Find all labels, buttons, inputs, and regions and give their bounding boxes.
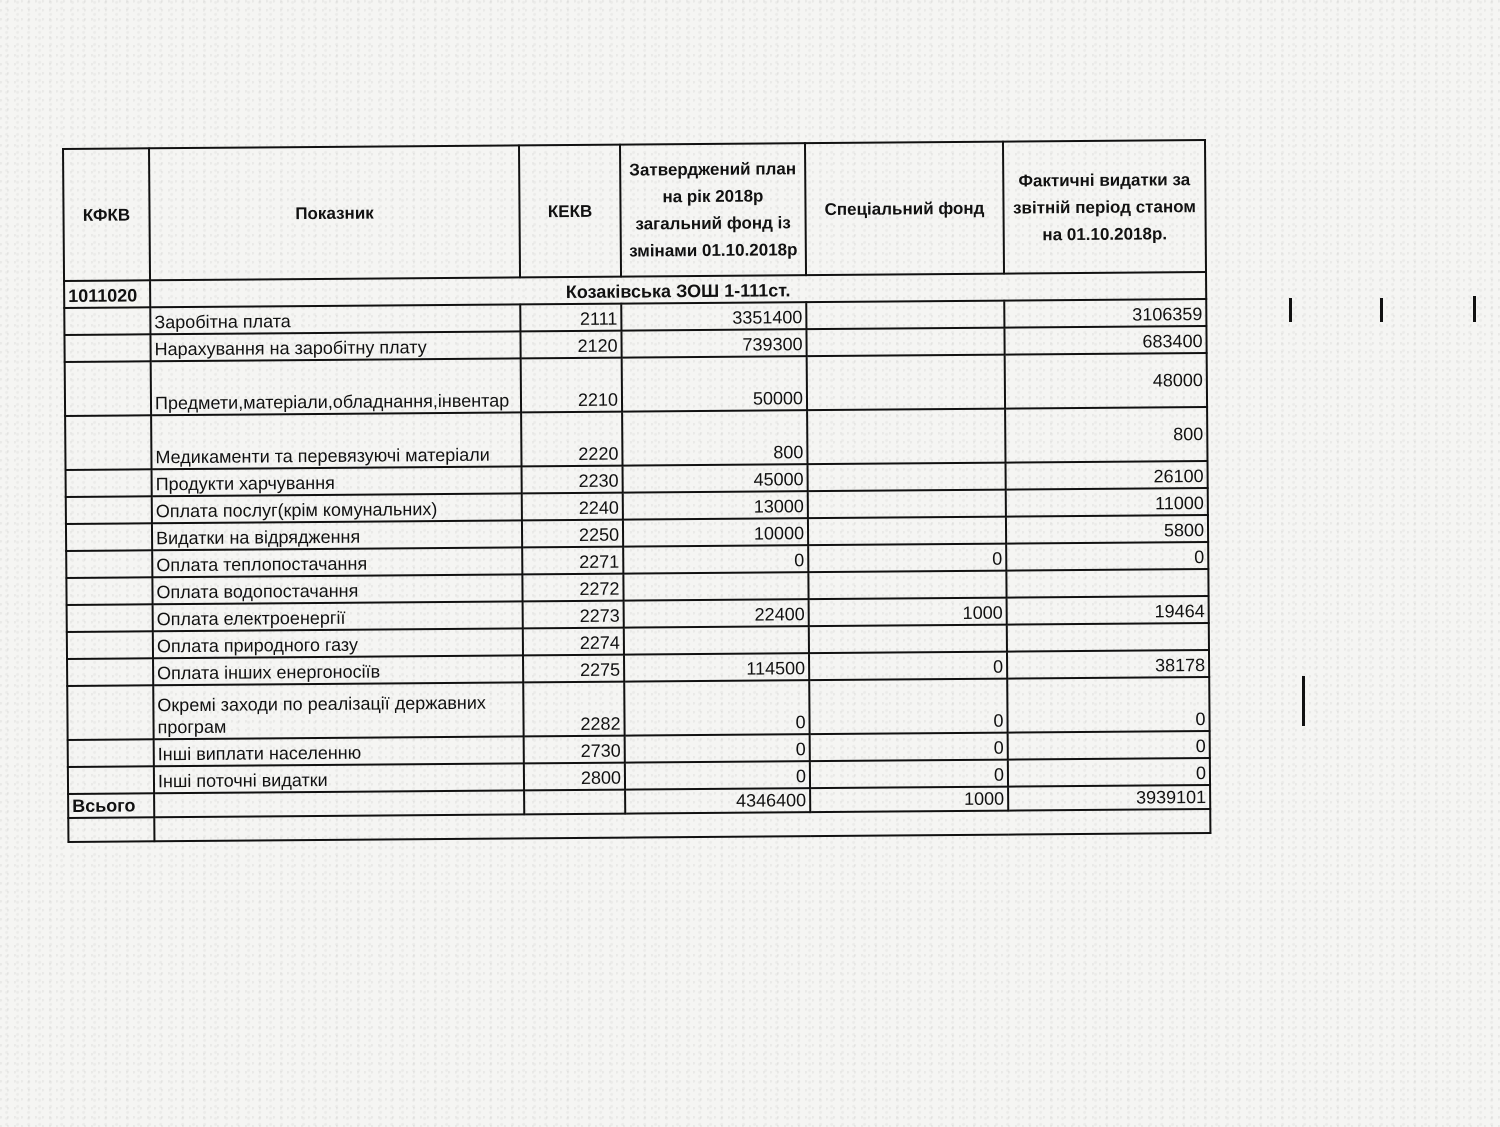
header-actual-expenses: Фактичні видатки за звітній період станом на 01.10.2018р.: [1003, 140, 1206, 274]
special-value: 1000: [809, 598, 1007, 627]
indicator-name: Оплата природного газу: [153, 628, 523, 658]
kekv-code: 2275: [523, 655, 624, 683]
actual-value: 11000: [1006, 488, 1208, 517]
indicator-name: Предмети,матеріали,обладнання,інвентар: [151, 358, 521, 415]
special-value: [807, 409, 1005, 465]
indicator-name: Видатки на відрядження: [152, 520, 522, 550]
budget-table-wrapper: [62, 139, 1211, 843]
special-value: [806, 328, 1004, 357]
kekv-code: 2230: [522, 466, 623, 494]
indicator-name: Інші виплати населенню: [154, 736, 524, 766]
plan-value: 800: [622, 410, 807, 465]
scan-mark: [1473, 296, 1476, 322]
kfkv-cell: [66, 577, 152, 605]
kfkv-cell: [66, 523, 152, 551]
kfkv-cell: [67, 631, 153, 659]
actual-value: [1007, 623, 1209, 652]
kekv-code: 2282: [523, 682, 624, 737]
indicator-name: Оплата послуг(крім комунальних): [152, 493, 522, 523]
actual-value: 26100: [1005, 461, 1207, 490]
plan-value: 13000: [623, 491, 808, 519]
kfkv-cell: [68, 766, 154, 794]
blank-cell: [68, 817, 154, 842]
scan-mark: [1380, 298, 1383, 322]
kekv-code: 2274: [523, 628, 624, 656]
institution-code: 1011020: [64, 280, 150, 308]
actual-value: 800: [1005, 407, 1207, 463]
indicator-name: Оплата електроенергії: [153, 601, 523, 631]
total-special: 1000: [810, 787, 1008, 813]
special-value: 0: [808, 544, 1006, 573]
actual-value: 3106359: [1004, 299, 1206, 328]
kekv-code: 2272: [522, 574, 623, 602]
plan-value: 0: [624, 680, 809, 735]
total-plan: 4346400: [625, 788, 810, 813]
plan-value: 739300: [621, 329, 806, 357]
kfkv-cell: [65, 415, 151, 470]
scan-mark: [1289, 298, 1292, 322]
plan-value: 45000: [623, 464, 808, 492]
kfkv-cell: [68, 739, 154, 767]
special-value: [807, 355, 1005, 411]
kekv-code: 2271: [522, 547, 623, 575]
special-value: [808, 490, 1006, 519]
kekv-code: 2210: [521, 358, 622, 413]
indicator-name: Оплата теплопостачання: [152, 547, 522, 577]
total-actual: 3939101: [1008, 785, 1210, 811]
kfkv-cell: [64, 307, 150, 335]
actual-value: 683400: [1004, 326, 1206, 355]
header-row: [63, 140, 1206, 281]
special-value: [808, 571, 1006, 600]
plan-value: 0: [625, 734, 810, 762]
plan-value: 114500: [624, 653, 809, 681]
special-value: 0: [810, 733, 1008, 762]
special-value: [809, 625, 1007, 654]
indicator-name: Медикаменти та перевязуючі матеріали: [151, 412, 521, 469]
kekv-code: 2800: [524, 763, 625, 791]
total-indicator-cell: [154, 790, 524, 817]
special-value: 0: [809, 652, 1007, 681]
kekv-code: 2273: [523, 601, 624, 629]
plan-value: [624, 626, 809, 654]
actual-value: 0: [1008, 731, 1210, 760]
kfkv-cell: [66, 496, 152, 524]
header-special-fund: Спеціальний фонд: [805, 142, 1004, 276]
header-kekv: КЕКВ: [519, 145, 621, 278]
institution-name: Козаківська ЗОШ 1-111ст.: [150, 272, 1206, 307]
kekv-code: 2120: [520, 331, 621, 359]
special-value: 0: [810, 760, 1008, 789]
kfkv-cell: [64, 334, 150, 362]
actual-value: [1006, 569, 1208, 598]
actual-value: 48000: [1005, 353, 1207, 409]
kfkv-cell: [65, 361, 151, 416]
indicator-name: Оплата водопостачання: [152, 574, 522, 604]
kfkv-cell: [66, 469, 152, 497]
plan-value: 0: [623, 545, 808, 573]
kfkv-cell: [66, 550, 152, 578]
actual-value: 0: [1008, 758, 1210, 787]
total-kekv-cell: [524, 790, 625, 815]
total-label: Всього: [68, 793, 154, 818]
kekv-code: 2111: [520, 304, 621, 332]
indicator-name: Продукти харчування: [152, 466, 522, 496]
indicator-name: Нарахування на заробітну плату: [150, 331, 520, 361]
table-row: [65, 353, 1207, 416]
kekv-code: 2240: [522, 493, 623, 521]
plan-value: 3351400: [621, 302, 806, 330]
plan-value: 0: [625, 761, 810, 789]
actual-value: 38178: [1007, 650, 1209, 679]
plan-value: 50000: [622, 356, 807, 411]
budget-expenses-table: [62, 139, 1211, 843]
indicator-name: Заробітна плата: [150, 304, 520, 334]
kekv-code: 2730: [524, 736, 625, 764]
actual-value: 5800: [1006, 515, 1208, 544]
plan-value: 22400: [624, 599, 809, 627]
plan-value: 10000: [623, 518, 808, 546]
actual-value: 0: [1007, 677, 1209, 733]
actual-value: 0: [1006, 542, 1208, 571]
kekv-code: 2250: [522, 520, 623, 548]
special-value: [808, 463, 1006, 492]
indicator-name: Оплата інших енергоносіїв: [153, 655, 523, 685]
actual-value: 19464: [1007, 596, 1209, 625]
kfkv-cell: [67, 685, 153, 740]
scan-mark: [1302, 676, 1305, 726]
header-kfkv: КФКВ: [63, 148, 150, 281]
header-indicator: Показник: [149, 145, 520, 280]
table-row: [67, 677, 1209, 740]
table-row: [65, 407, 1207, 470]
special-value: [808, 517, 1006, 546]
kfkv-cell: [67, 658, 153, 686]
special-value: [806, 301, 1004, 330]
special-value: 0: [809, 679, 1007, 735]
plan-value: [623, 572, 808, 600]
kekv-code: 2220: [521, 412, 622, 467]
header-approved-plan: Затверджений план на рік 2018р загальний фонд із змінами 01.10.2018р: [620, 143, 806, 276]
kfkv-cell: [67, 604, 153, 632]
indicator-name: Інші поточні видатки: [154, 763, 524, 793]
indicator-name: Окремі заходи по реалізації державних програм: [153, 682, 523, 739]
